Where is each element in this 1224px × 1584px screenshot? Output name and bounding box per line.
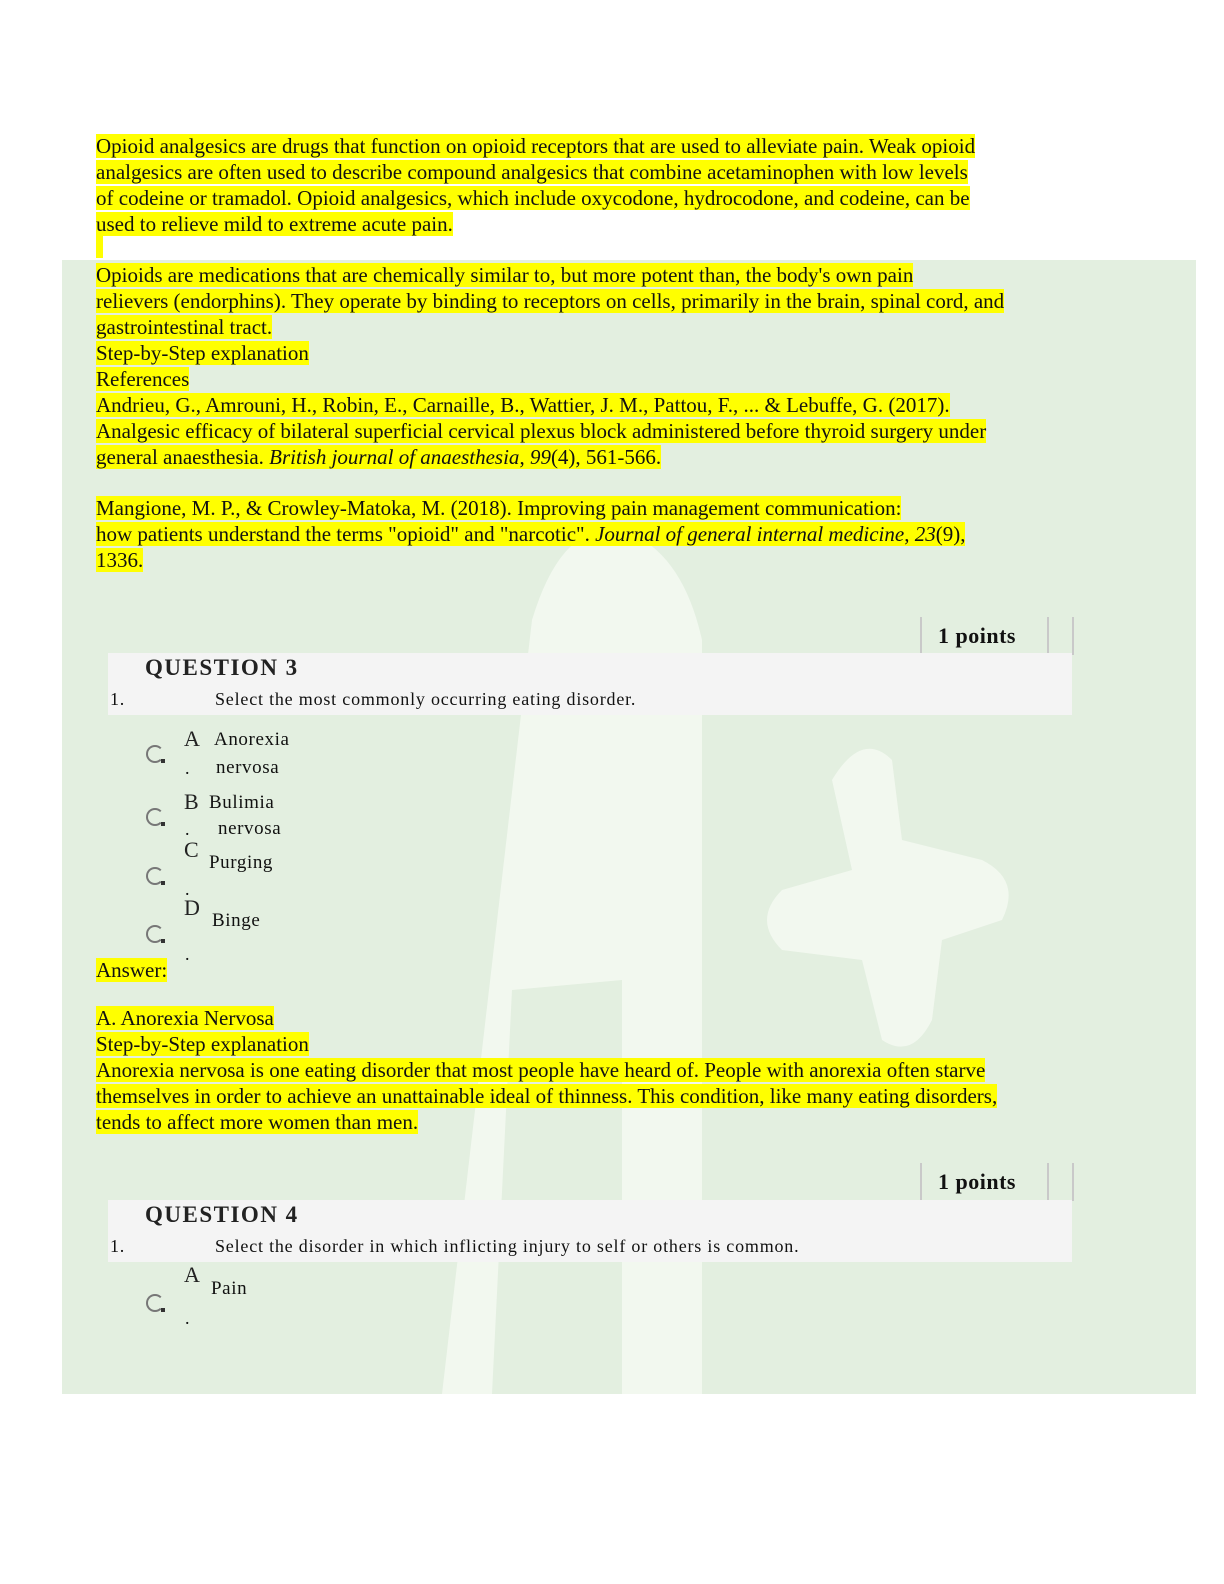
references-label: References [96, 367, 190, 391]
reference-1-line-3 [96, 445, 661, 469]
question-3-option-c[interactable] [140, 839, 340, 899]
answer-explanation-line-3: tends to affect more women than men. [96, 1110, 419, 1134]
radio-button-d[interactable] [146, 925, 164, 943]
question-3-points: 1 points [938, 623, 1016, 648]
option-letter-a: A [184, 1262, 200, 1287]
ref2-issue: (9), [935, 522, 966, 546]
radio-button-b[interactable] [146, 808, 164, 826]
ref1-journal: British journal of anaesthesia [269, 445, 520, 469]
option-dot-d: . [185, 944, 190, 964]
intro-p2-line-3: gastrointestinal tract. [96, 315, 273, 339]
reference-2-line-3: 1336. [96, 548, 144, 572]
points-divider [1047, 1163, 1049, 1201]
question-4-header [108, 1200, 1072, 1262]
radio-button-a[interactable] [146, 745, 164, 763]
question-4-points: 1 points [938, 1169, 1016, 1194]
question-4-number: 1. [110, 1236, 126, 1256]
question-3-number: 1. [110, 689, 126, 709]
option-letter-b: B [184, 789, 199, 814]
reference-1-line-1: Andrieu, G., Amrouni, H., Robin, E., Carnaille, B., Wattier, J. M., Pattou, F., ... & Lebuffe, G. (2017). [96, 393, 950, 417]
points-divider [1047, 617, 1049, 655]
option-dot-a: . [185, 758, 190, 778]
answer-value: A. Anorexia Nervosa [96, 1006, 274, 1030]
question-3-title: QUESTION 3 [145, 655, 299, 680]
question-4-text: Select the disorder in which inflicting injury to self or others is common. [215, 1236, 800, 1256]
question-4-points-box [920, 1163, 1074, 1201]
option-a-label-1: Anorexia [214, 729, 290, 750]
option-b-label-1: Bulimia [209, 792, 275, 813]
answer-label: Answer: [96, 958, 168, 982]
option-letter-c: C [184, 837, 199, 862]
question-4-title: QUESTION 4 [145, 1202, 299, 1227]
question-3-answer-section [96, 957, 1096, 1135]
ref1-volume: 99 [529, 445, 551, 469]
option-letter-d: D [184, 895, 200, 920]
option-b-label-2: nervosa [218, 818, 282, 839]
ref1-pages: (4), 561-566. [550, 445, 662, 469]
intro-paragraph-2 [96, 262, 1096, 470]
option-a-label: Pain [211, 1278, 248, 1299]
question-3-header [108, 653, 1072, 715]
reference-2 [96, 495, 1096, 573]
option-c-label: Purging [209, 852, 274, 873]
option-dot-c: . [185, 879, 190, 899]
option-dot-a: . [185, 1308, 190, 1328]
intro-p2-line-2: relievers (endorphins). They operate by binding to receptors on cells, primarily in the brain, spinal cord, and [96, 289, 1005, 313]
option-dot-b: . [185, 819, 190, 839]
ref1-text: general anaesthesia. [96, 445, 270, 469]
option-letter-a: A [184, 726, 200, 751]
ref2-text: how patients understand the terms "opioid" and "narcotic". [96, 522, 596, 546]
question-3-text: Select the most commonly occurring eating disorder. [215, 689, 637, 709]
step-by-step-label: Step-by-Step explanation [96, 341, 309, 365]
highlight-marker [96, 236, 103, 258]
ref2-volume: 23 [914, 522, 936, 546]
radio-button-c[interactable] [146, 867, 164, 885]
intro-p1-line-2: analgesics are often used to describe compound analgesics that combine acetaminophen with low levels [96, 160, 968, 184]
answer-explanation-line-1: Anorexia nervosa is one eating disorder that most people have heard of. People with anorexia often starve [96, 1058, 986, 1082]
intro-p2-line-1: Opioids are medications that are chemically similar to, but more potent than, the body's own pain [96, 263, 914, 287]
question-3-option-a[interactable] [140, 728, 340, 788]
answer-step-label: Step-by-Step explanation [96, 1032, 309, 1056]
ref2-sep: , [904, 522, 915, 546]
intro-p1-line-1: Opioid analgesics are drugs that function on opioid receptors that are used to alleviate pain. Weak opioid [96, 134, 976, 158]
option-a-label-2: nervosa [216, 757, 280, 778]
intro-paragraph-1 [96, 133, 1096, 237]
reference-2-line-2 [96, 522, 965, 546]
answer-explanation-line-2: themselves in order to achieve an unattainable ideal of thinness. This condition, like many eating disorders, [96, 1084, 998, 1108]
ref2-journal: Journal of general internal medicine [595, 522, 905, 546]
intro-p1-line-4: used to relieve mild to extreme acute pain. [96, 212, 453, 236]
reference-2-line-1: Mangione, M. P., & Crowley-Matoka, M. (2018). Improving pain management communication: [96, 496, 902, 520]
reference-1-line-2: Analgesic efficacy of bilateral superficial cervical plexus block administered before thyroid surgery under [96, 419, 987, 443]
option-d-label: Binge [212, 910, 261, 931]
intro-p1-line-3: of codeine or tramadol. Opioid analgesics, which include oxycodone, hydrocodone, and codeine, can be [96, 186, 970, 210]
radio-button-a[interactable] [146, 1294, 164, 1312]
question-3-option-d[interactable] [140, 895, 340, 964]
question-4-option-a[interactable] [140, 1262, 340, 1328]
question-3-points-box [920, 617, 1074, 655]
ref1-sep: , [519, 445, 530, 469]
